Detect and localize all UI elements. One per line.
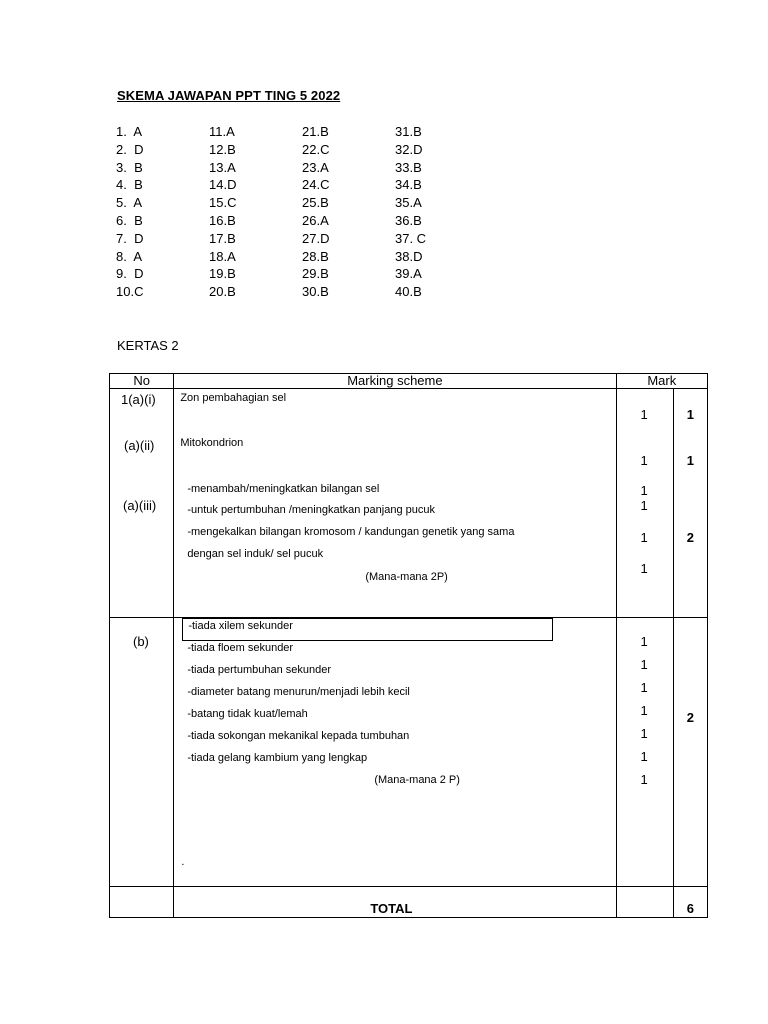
answer-cell: 8. A bbox=[116, 248, 143, 264]
answer-cell: 5. A bbox=[116, 195, 143, 211]
mark-total-cell bbox=[673, 389, 707, 618]
answer-cell: 23.A bbox=[302, 159, 329, 175]
question-number: (a)(iii) bbox=[123, 498, 157, 513]
answer-cell: 26.A bbox=[302, 212, 329, 228]
answer-cell: 9. D bbox=[116, 266, 144, 282]
mark-value: 1 bbox=[640, 772, 648, 787]
answer-cell: 12.B bbox=[209, 141, 236, 157]
highlight-box bbox=[182, 618, 553, 641]
answer-cell: 40.B bbox=[395, 284, 422, 300]
total-label: TOTAL bbox=[370, 901, 413, 916]
answer-cell: 14.D bbox=[209, 177, 237, 193]
mark-total-cell bbox=[673, 618, 707, 887]
scheme-note: (Mana-mana 2 P) bbox=[374, 774, 460, 786]
header-mark: Mark bbox=[616, 374, 707, 389]
answer-cell: 15.C bbox=[209, 195, 237, 211]
marking-scheme-table bbox=[109, 373, 708, 918]
scheme-line: Mitokondrion bbox=[180, 437, 244, 449]
mark-cell bbox=[616, 389, 673, 618]
mark-total-cell bbox=[673, 887, 707, 918]
answer-cell: 3. B bbox=[116, 159, 143, 175]
answer-row bbox=[116, 194, 488, 212]
header-marking-scheme: Marking scheme bbox=[174, 374, 616, 389]
scheme-line: -tiada pertumbuhan sekunder bbox=[187, 664, 332, 676]
mark-cell bbox=[616, 887, 673, 918]
total-label-cell bbox=[174, 887, 616, 918]
answer-cell: 37. C bbox=[395, 230, 427, 246]
answer-cell: 19.B bbox=[209, 266, 236, 282]
page-title: SKEMA JAWAPAN PPT TING 5 2022 bbox=[117, 88, 341, 103]
answer-cell: 22.C bbox=[302, 141, 330, 157]
answer-cell: 34.B bbox=[395, 177, 422, 193]
mark-total: 2 bbox=[686, 530, 695, 545]
mark-total: 1 bbox=[686, 453, 695, 468]
answer-cell: 36.B bbox=[395, 212, 422, 228]
table-row bbox=[110, 389, 708, 618]
scheme-line: -mengekalkan bilangan kromosom / kandungan genetik yang sama bbox=[187, 526, 515, 538]
header-no: No bbox=[110, 374, 174, 389]
answer-cell: 33.B bbox=[395, 159, 422, 175]
section-heading: KERTAS 2 bbox=[117, 338, 179, 353]
answer-row bbox=[116, 283, 488, 301]
answer-cell: 38.D bbox=[395, 248, 423, 264]
no-cell bbox=[110, 618, 174, 887]
stray-mark: . bbox=[181, 856, 185, 868]
scheme-note: (Mana-mana 2P) bbox=[365, 571, 448, 583]
scheme-line: dengan sel induk/ sel pucuk bbox=[187, 548, 324, 560]
no-cell bbox=[110, 389, 174, 618]
answer-row bbox=[116, 230, 488, 248]
mark-value: 1 bbox=[640, 749, 648, 764]
answer-cell: 25.B bbox=[302, 195, 329, 211]
answer-row bbox=[116, 212, 488, 230]
answer-cell: 31.B bbox=[395, 124, 422, 139]
mark-value: 1 bbox=[640, 634, 648, 649]
scheme-line: -tiada floem sekunder bbox=[187, 642, 294, 654]
question-number: (a)(ii) bbox=[124, 438, 155, 453]
scheme-line: -batang tidak kuat/lemah bbox=[187, 708, 308, 720]
mark-value: 1 bbox=[640, 407, 648, 422]
scheme-line: -diameter batang menurun/menjadi lebih kecil bbox=[187, 686, 410, 698]
scheme-line: -tiada xilem sekunder bbox=[188, 620, 293, 632]
answer-row bbox=[116, 123, 488, 141]
answer-cell: 27.D bbox=[302, 230, 330, 246]
answer-cell: 29.B bbox=[302, 266, 329, 282]
grand-total: 6 bbox=[686, 901, 695, 916]
scheme-line: -tiada sokongan mekanikal kepada tumbuhan bbox=[187, 730, 410, 742]
answer-cell: 17.B bbox=[209, 230, 236, 246]
total-row bbox=[110, 887, 708, 918]
mark-value: 1 bbox=[640, 703, 648, 718]
mark-total: 1 bbox=[686, 407, 695, 422]
answer-cell: 11.A bbox=[209, 124, 235, 139]
mark-value: 1 bbox=[640, 726, 648, 741]
scheme-cell bbox=[174, 618, 616, 887]
answer-cell: 6. B bbox=[116, 212, 143, 228]
mark-cell bbox=[616, 618, 673, 887]
table-row bbox=[110, 618, 708, 887]
mark-value: 1 bbox=[640, 498, 648, 513]
no-cell bbox=[110, 887, 174, 918]
mark-value: 1 bbox=[640, 657, 648, 672]
answer-cell: 10.C bbox=[116, 284, 144, 300]
answer-cell: 1. A bbox=[116, 124, 143, 139]
answer-row bbox=[116, 176, 488, 194]
mark-value: 1 bbox=[640, 561, 648, 576]
answer-cell: 2. D bbox=[116, 141, 144, 157]
answer-key bbox=[116, 123, 488, 301]
answer-cell: 18.A bbox=[209, 248, 236, 264]
answer-cell: 32.D bbox=[395, 141, 423, 157]
answer-row bbox=[116, 265, 488, 283]
mark-total: 2 bbox=[686, 710, 695, 725]
answer-cell: 13.A bbox=[209, 159, 236, 175]
mark-value: 1 bbox=[640, 680, 648, 695]
answer-row bbox=[116, 159, 488, 177]
answer-row bbox=[116, 141, 488, 159]
table-header-row bbox=[110, 374, 708, 389]
mark-value: 1 bbox=[640, 530, 648, 545]
answer-cell: 28.B bbox=[302, 248, 329, 264]
question-number: (b) bbox=[133, 634, 149, 649]
answer-cell: 21.B bbox=[302, 124, 329, 139]
mark-value: 1 bbox=[640, 453, 648, 468]
answer-row bbox=[116, 248, 488, 266]
answer-cell: 16.B bbox=[209, 212, 236, 228]
mark-value: 1 bbox=[640, 483, 648, 498]
scheme-cell bbox=[174, 389, 616, 618]
answer-cell: 35.A bbox=[395, 195, 422, 211]
answer-cell: 4. B bbox=[116, 177, 143, 193]
scheme-line: Zon pembahagian sel bbox=[180, 392, 287, 404]
answer-cell: 24.C bbox=[302, 177, 330, 193]
answer-cell: 39.A bbox=[395, 266, 422, 282]
answer-cell: 7. D bbox=[116, 230, 144, 246]
scheme-line: -menambah/meningkatkan bilangan sel bbox=[187, 483, 380, 495]
scheme-line: -untuk pertumbuhan /meningkatkan panjang pucuk bbox=[187, 504, 435, 516]
scheme-line: -tiada gelang kambium yang lengkap bbox=[187, 752, 368, 764]
answer-cell: 20.B bbox=[209, 284, 236, 300]
answer-cell: 30.B bbox=[302, 284, 329, 300]
question-number: 1(a)(i) bbox=[121, 392, 156, 407]
